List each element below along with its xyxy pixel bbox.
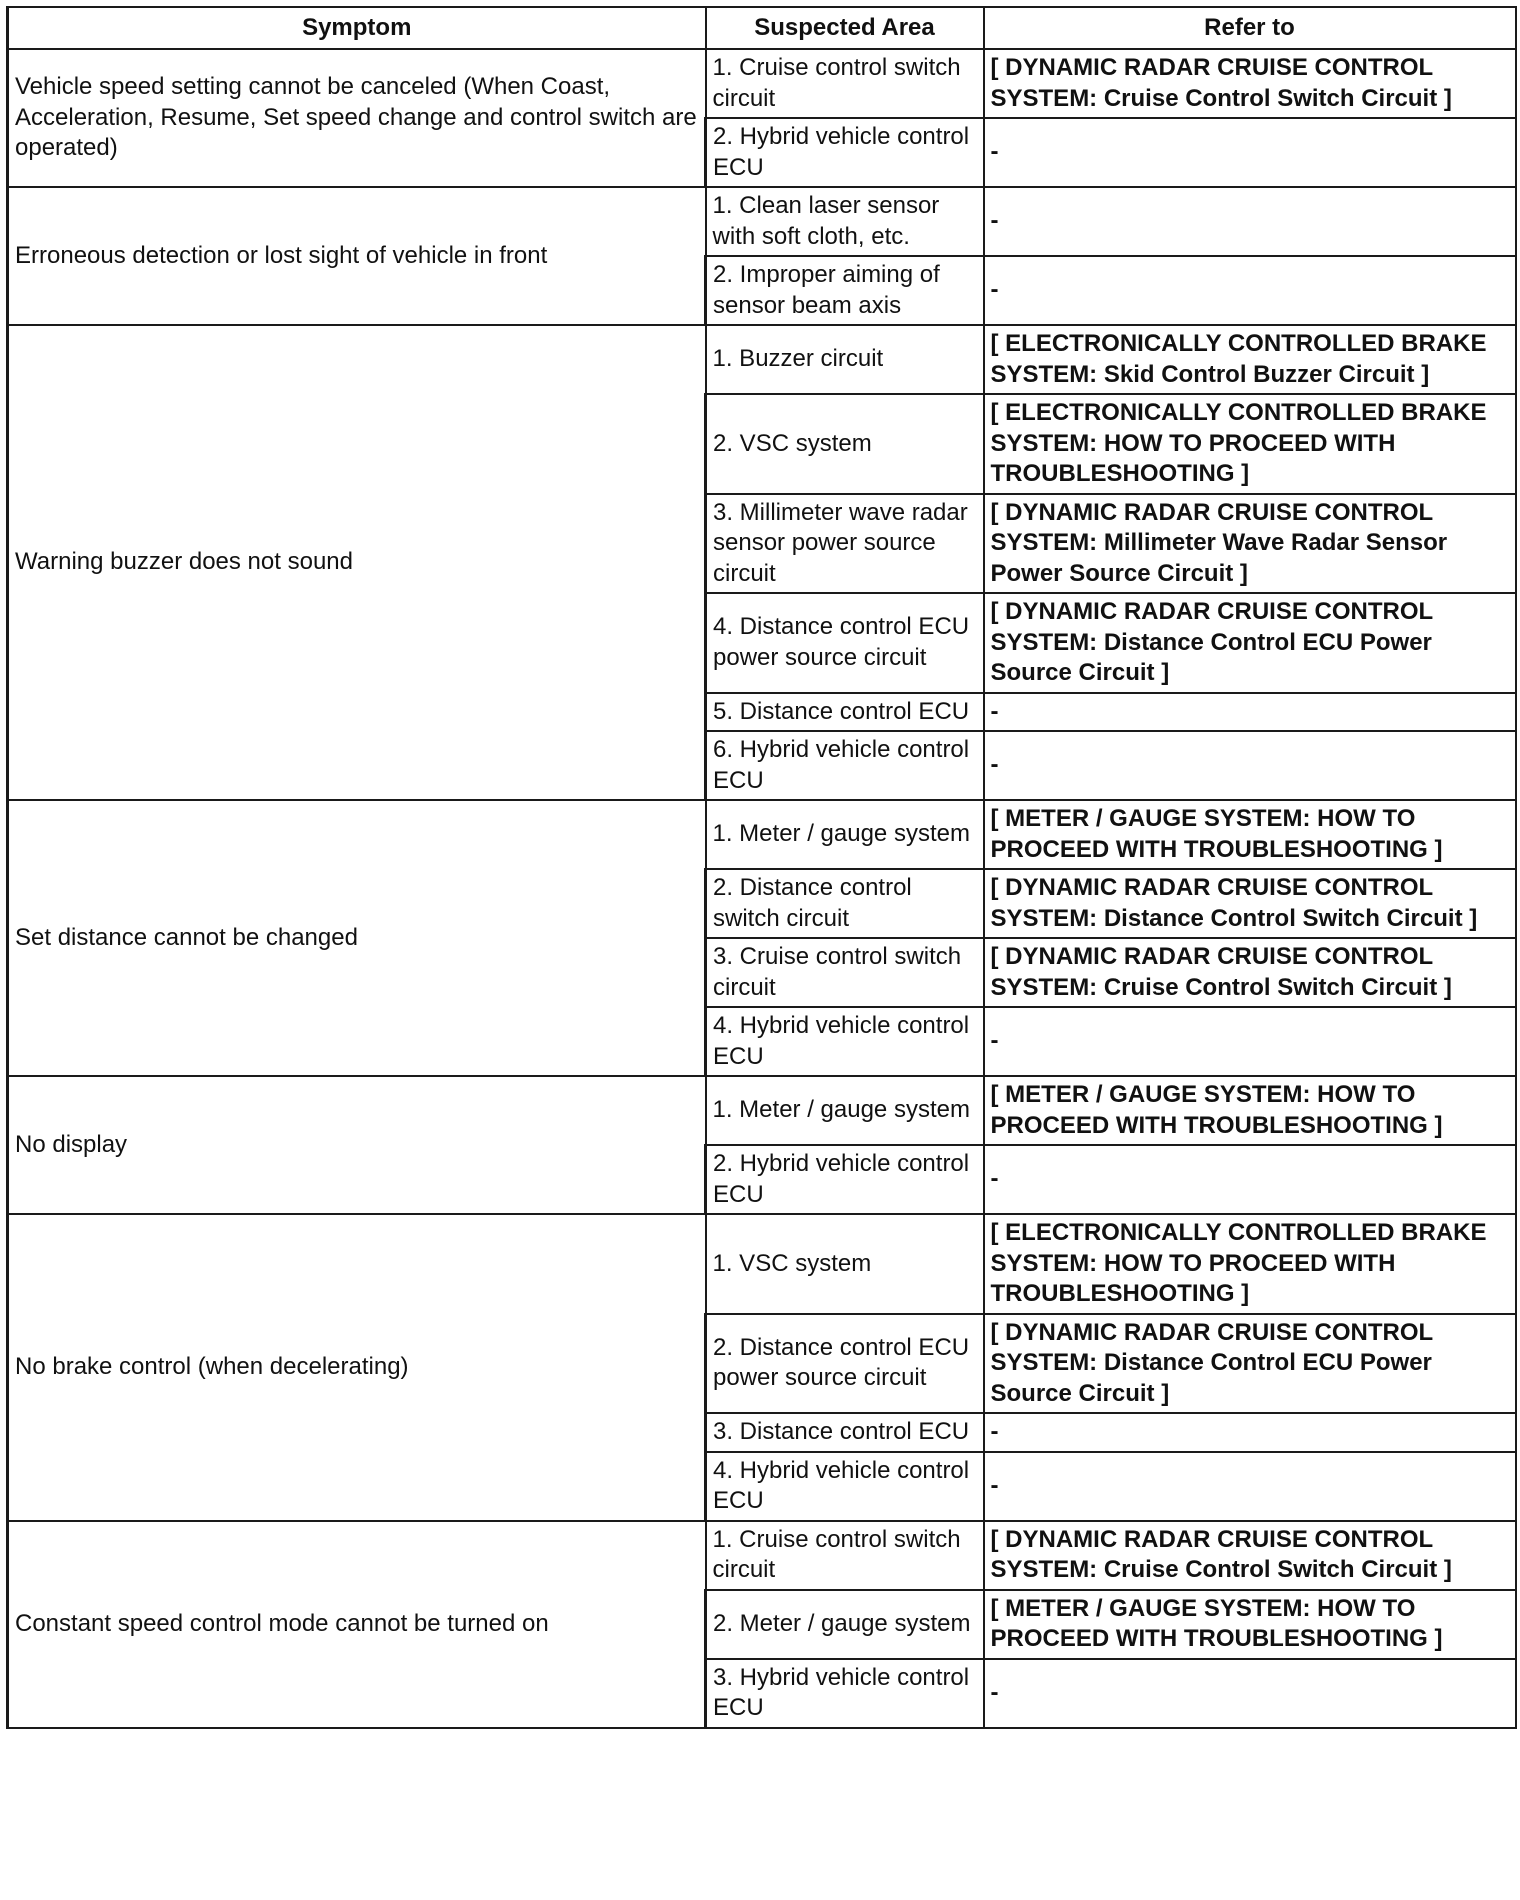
suspected-area-cell: 5. Distance control ECU	[706, 693, 984, 732]
problem-symptoms-table	[6, 6, 1517, 1729]
suspected-area-cell: 6. Hybrid vehicle control ECU	[706, 731, 984, 800]
symptom-cell: Vehicle speed setting cannot be canceled (When Coast, Acceleration, Resume, Set speed change and control switch are operated)	[8, 49, 706, 187]
suspected-area-cell: 2. Hybrid vehicle control ECU	[706, 1145, 984, 1214]
refer-to-cell: -	[984, 1145, 1516, 1214]
table-row	[8, 1521, 1516, 1590]
header-refer-to: Refer to	[984, 7, 1516, 49]
refer-to-cell: -	[984, 731, 1516, 800]
suspected-area-cell: 2. VSC system	[706, 394, 984, 494]
symptom-cell: Warning buzzer does not sound	[8, 325, 706, 800]
suspected-area-cell: 1. Cruise control switch circuit	[706, 49, 984, 118]
suspected-area-cell: 4. Hybrid vehicle control ECU	[706, 1007, 984, 1076]
table-row	[8, 800, 1516, 869]
symptom-cell: No display	[8, 1076, 706, 1214]
table-row	[8, 49, 1516, 118]
suspected-area-cell: 3. Distance control ECU	[706, 1413, 984, 1452]
suspected-area-cell: 3. Hybrid vehicle control ECU	[706, 1659, 984, 1728]
suspected-area-cell: 4. Distance control ECU power source circuit	[706, 593, 984, 693]
refer-to-cell: -	[984, 1452, 1516, 1521]
refer-to-cell: -	[984, 1007, 1516, 1076]
suspected-area-cell: 2. Distance control switch circuit	[706, 869, 984, 938]
refer-to-cell: [ METER / GAUGE SYSTEM: HOW TO PROCEED WITH TROUBLESHOOTING ]	[984, 1590, 1516, 1659]
refer-to-cell: -	[984, 118, 1516, 187]
refer-to-cell: [ DYNAMIC RADAR CRUISE CONTROL SYSTEM: Distance Control Switch Circuit ]	[984, 869, 1516, 938]
symptom-cell: No brake control (when decelerating)	[8, 1214, 706, 1521]
refer-to-cell: [ DYNAMIC RADAR CRUISE CONTROL SYSTEM: Distance Control ECU Power Source Circuit ]	[984, 1314, 1516, 1414]
table-row	[8, 1076, 1516, 1145]
suspected-area-cell: 1. Cruise control switch circuit	[706, 1521, 984, 1590]
refer-to-cell: [ DYNAMIC RADAR CRUISE CONTROL SYSTEM: Distance Control ECU Power Source Circuit ]	[984, 593, 1516, 693]
symptom-cell: Set distance cannot be changed	[8, 800, 706, 1076]
suspected-area-cell: 3. Cruise control switch circuit	[706, 938, 984, 1007]
refer-to-cell: [ DYNAMIC RADAR CRUISE CONTROL SYSTEM: Millimeter Wave Radar Sensor Power Source Circuit ]	[984, 494, 1516, 594]
refer-to-cell: [ ELECTRONICALLY CONTROLLED BRAKE SYSTEM: HOW TO PROCEED WITH TROUBLESHOOTING ]	[984, 394, 1516, 494]
suspected-area-cell: 4. Hybrid vehicle control ECU	[706, 1452, 984, 1521]
refer-to-cell: [ ELECTRONICALLY CONTROLLED BRAKE SYSTEM: Skid Control Buzzer Circuit ]	[984, 325, 1516, 394]
suspected-area-cell: 1. Meter / gauge system	[706, 1076, 984, 1145]
suspected-area-cell: 2. Hybrid vehicle control ECU	[706, 118, 984, 187]
suspected-area-cell: 1. Meter / gauge system	[706, 800, 984, 869]
table-header-row	[8, 7, 1516, 49]
refer-to-cell: [ DYNAMIC RADAR CRUISE CONTROL SYSTEM: Cruise Control Switch Circuit ]	[984, 938, 1516, 1007]
suspected-area-cell: 3. Millimeter wave radar sensor power source circuit	[706, 494, 984, 594]
table-row	[8, 325, 1516, 394]
refer-to-cell: [ ELECTRONICALLY CONTROLLED BRAKE SYSTEM: HOW TO PROCEED WITH TROUBLESHOOTING ]	[984, 1214, 1516, 1314]
troubleshooting-table-container	[6, 6, 1517, 1729]
suspected-area-cell: 1. Buzzer circuit	[706, 325, 984, 394]
suspected-area-cell: 2. Improper aiming of sensor beam axis	[706, 256, 984, 325]
header-symptom: Symptom	[8, 7, 706, 49]
refer-to-cell: -	[984, 1659, 1516, 1728]
header-suspected-area: Suspected Area	[706, 7, 984, 49]
refer-to-cell: [ METER / GAUGE SYSTEM: HOW TO PROCEED WITH TROUBLESHOOTING ]	[984, 1076, 1516, 1145]
table-body	[8, 49, 1516, 1728]
symptom-cell: Constant speed control mode cannot be turned on	[8, 1521, 706, 1728]
refer-to-cell: [ METER / GAUGE SYSTEM: HOW TO PROCEED WITH TROUBLESHOOTING ]	[984, 800, 1516, 869]
refer-to-cell: -	[984, 187, 1516, 256]
refer-to-cell: -	[984, 1413, 1516, 1452]
suspected-area-cell: 2. Distance control ECU power source circuit	[706, 1314, 984, 1414]
symptom-cell: Erroneous detection or lost sight of vehicle in front	[8, 187, 706, 325]
suspected-area-cell: 1. VSC system	[706, 1214, 984, 1314]
suspected-area-cell: 2. Meter / gauge system	[706, 1590, 984, 1659]
refer-to-cell: [ DYNAMIC RADAR CRUISE CONTROL SYSTEM: Cruise Control Switch Circuit ]	[984, 49, 1516, 118]
table-row	[8, 187, 1516, 256]
refer-to-cell: -	[984, 693, 1516, 732]
refer-to-cell: [ DYNAMIC RADAR CRUISE CONTROL SYSTEM: Cruise Control Switch Circuit ]	[984, 1521, 1516, 1590]
suspected-area-cell: 1. Clean laser sensor with soft cloth, etc.	[706, 187, 984, 256]
table-row	[8, 1214, 1516, 1314]
refer-to-cell: -	[984, 256, 1516, 325]
